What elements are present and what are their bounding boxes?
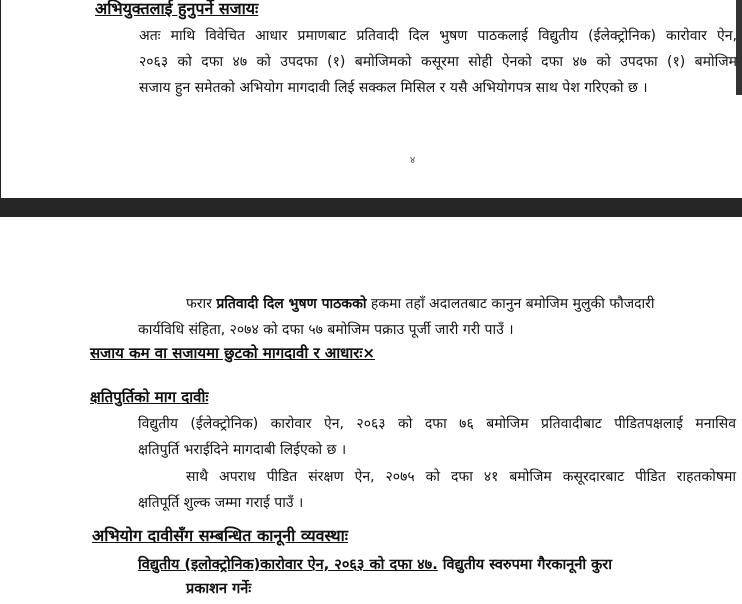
scroll-edge-bar (736, 0, 742, 95)
heading-punishment: अभियुक्तलाई हुनुपर्ने सजायः (95, 0, 259, 18)
page1-line-3: सजाय हुन समेतको अभियोग मागदावी लिई सक्कल मिसिल र यसै अभियोगपत्र साथ पेश गरिएको छ । (139, 80, 648, 96)
para1-suffix: हकमा तहाँ अदालतबाट कानुन बमोजिम मुलुकी फौजदारी (366, 296, 655, 312)
comp-line-3: साथै अपराध पीडित संरक्षण ऐन, २०७५ को दफा ४१ बमोजिम कसूरदारबाट पीडित राहतकोषमा (186, 469, 736, 485)
para1-prefix: फरार (186, 296, 217, 312)
page1-line-2: २०६३ को दफा ४७ को उपदफा (१) बमोजिमको कसूरमा सोही ऐनको दफा ४७ को उपदफा (१) बमोजिम (139, 54, 737, 70)
page-number: ४ (410, 155, 416, 166)
law-title-rest: विद्युतीय स्वरुपमा गैरकानूनी कुरा (437, 557, 612, 573)
law-title-line-1 (138, 554, 736, 574)
law-title-line-2: प्रकाशन गर्नेः (186, 581, 252, 597)
comp-line-1: विद्युतीय (ईलेक्ट्रोनिक) कारोवार ऐन, २०६३ को दफा ७६ बमोजिम प्रतिवादीबाट पीडितपक्षलाई मनासिव (138, 416, 736, 432)
comp-line-2: क्षतिपुर्ति भराईदिने मागदाबी लिईएको छ । (138, 442, 347, 458)
page-separator (0, 198, 742, 217)
page1-line-1: अतः माथि विवेचित आधार प्रमाणबाट प्रतिवादी दिल भुषण पाठकलाई विद्युतीय (ईलेक्ट्रोनिक) कारोवार ऐन, (139, 28, 737, 44)
heading-sentence-reduction: सजाय कम वा सजायमा छुटको मागदावी र आधारः× (90, 344, 376, 362)
heading-legal-provisions: अभियोग दावीसँग सम्बन्धित कानूनी व्यवस्थाः (92, 526, 349, 545)
heading-compensation: क्षतिपुर्तिको माग दावीः (90, 388, 209, 406)
page-top (0, 0, 742, 198)
comp-line-4: क्षतिपूर्ति शुल्क जम्मा गराई पाउँ । (138, 495, 304, 511)
page-bottom (0, 217, 742, 604)
para1-defendant-name: प्रतिवादी दिल भुषण पाठकको (216, 296, 367, 312)
para1-line-1 (186, 294, 736, 313)
para1-line-2: कार्यविधि संहिता, २०७४ को दफा ५७ बमोजिम पक्राउ पूर्जी जारी गरी पाउँ । (138, 322, 514, 338)
law-title-underlined: विद्युतीय (इलोक्ट्रोनिक)कारोवार ऐन, २०६३ को दफा ४७. (138, 557, 438, 573)
